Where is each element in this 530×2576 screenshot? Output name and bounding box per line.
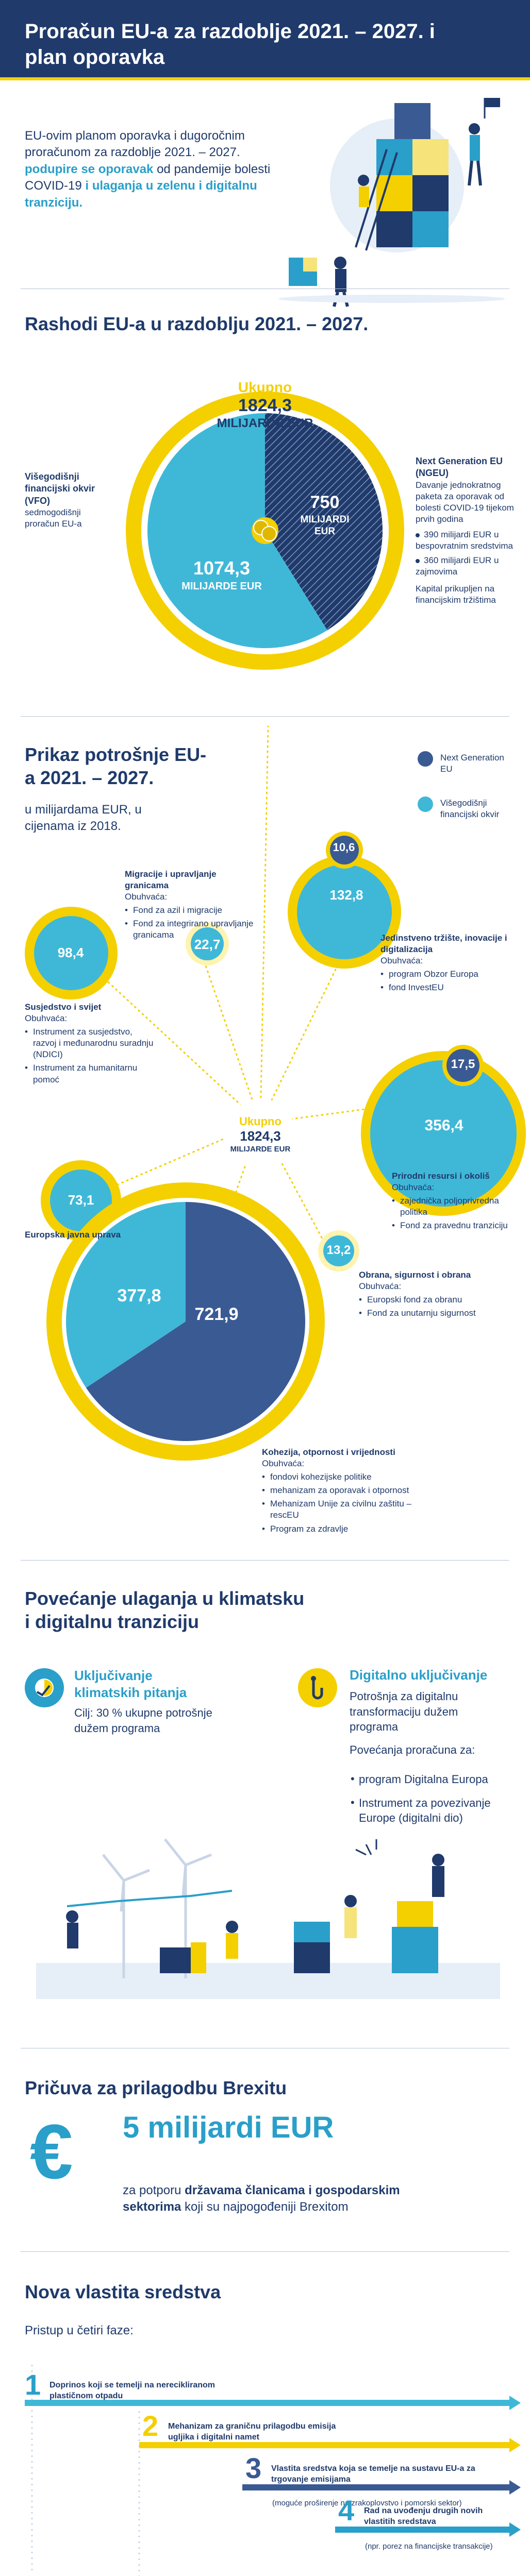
category-admin-name: Europska javna uprava bbox=[25, 1230, 121, 1240]
brexit-title: Pričuva za prilagodbu Brexitu bbox=[25, 2077, 287, 2098]
category-cohesion-item: • mehanizam za oporavak i otpornost bbox=[262, 1485, 417, 1496]
category-neighbourhood bbox=[25, 1002, 154, 1088]
category-single-market-includes: Obuhvaća: bbox=[380, 956, 423, 966]
category-defence-includes: Obuhvaća: bbox=[359, 1281, 402, 1292]
category-migration-name: Migracije i upravljanje granicama bbox=[125, 869, 217, 891]
breakdown-title: Prikaz potrošnje EU-a 2021. – 2027. bbox=[25, 744, 207, 788]
breakdown-center-unit: MILIJARDE EUR bbox=[230, 1145, 291, 1154]
spending-total-label: Ukupno bbox=[238, 379, 292, 395]
breakdown-subtitle: u milijardama EUR, u cijenama iz 2018. bbox=[25, 803, 142, 834]
category-single-market-item: • program Obzor Europa bbox=[380, 969, 509, 980]
category-cohesion bbox=[262, 1447, 417, 1537]
phase-3-label: Vlastita sredstva koja se temelje na sustavu EU-a za trgovanje emisijama bbox=[271, 2464, 475, 2484]
climate-text: Cilj: 30 % ukupne potrošnje dužem programa bbox=[74, 1706, 212, 1735]
phase-3-note: (moguće proširenje na zrakoplovstvo i pomorski sektor) bbox=[272, 2499, 462, 2507]
ngeu-footer: Kapital prikupljen na financijskim tržištima bbox=[416, 583, 496, 605]
digital-item: Instrument za povezivanje Europe (digitalni dio) bbox=[359, 1797, 491, 1824]
bubble-natural-resources-mff-value: 356,4 bbox=[424, 1117, 463, 1134]
category-natural-resources bbox=[392, 1171, 516, 1233]
category-migration-item: • Fond za azil i migracije bbox=[125, 905, 259, 916]
category-migration-item: • Fond za integrirano upravljanje granicama bbox=[125, 918, 259, 941]
ngeu-b2: 360 milijardi EUR u zajmovima bbox=[416, 555, 499, 577]
ngeu-desc: Davanje jednokratnog paketa za oporavak od bolesti COVID-19 tijekom prvih godina bbox=[416, 480, 514, 524]
svg-text:€: € bbox=[30, 2112, 73, 2190]
bubble-single-market-ngeu-value: 10,6 bbox=[333, 841, 355, 854]
bubble-migration-value: 22,7 bbox=[194, 937, 221, 952]
bubble-defence-value: 13,2 bbox=[326, 1243, 351, 1257]
category-natural-resources-item: • zajednička poljoprivredna politika bbox=[392, 1195, 516, 1218]
category-cohesion-item: • Mehanizam Unije za civilnu zaštitu – rescEU bbox=[262, 1498, 417, 1521]
bubble-cohesion-mff-value: 377,8 bbox=[117, 1286, 161, 1306]
digital-item: program Digitalna Europa bbox=[359, 1773, 488, 1786]
climate-title: Povećanje ulaganja u klimatsku i digitalnu tranziciju bbox=[25, 1588, 305, 1632]
breakdown-bubbles bbox=[0, 711, 530, 1515]
intro-illustration bbox=[237, 88, 516, 309]
intro-part2: podupire se oporavak bbox=[25, 162, 154, 176]
breakdown-center-label: Ukupno bbox=[239, 1115, 281, 1128]
category-cohesion-includes: Obuhvaća: bbox=[262, 1459, 305, 1469]
mff-heading: Višegodišnji financijski okvir (VFO) bbox=[25, 471, 95, 506]
category-natural-resources-item: • Fond za pravednu tranziciju bbox=[392, 1220, 516, 1231]
bubble-single-market-mff-value: 132,8 bbox=[329, 887, 363, 903]
category-natural-resources-name: Prirodni resursi i okoliš bbox=[392, 1171, 490, 1181]
category-defence-name: Obrana, sigurnost i obrana bbox=[359, 1270, 471, 1280]
ngeu-heading: Next Generation EU (NGEU) bbox=[416, 456, 503, 479]
digital-text: Potrošnja za digitalnu transformaciju dužem programa bbox=[350, 1690, 458, 1734]
ngeu-unit: MILIJARDI EUR bbox=[300, 514, 350, 537]
climate-illustration bbox=[36, 1824, 500, 2020]
climate-icon bbox=[25, 1668, 64, 1707]
spending-title: Rashodi EU-a u razdoblju 2021. – 2027. bbox=[25, 313, 369, 334]
category-migration-includes: Obuhvaća: bbox=[125, 892, 168, 902]
spending-total-unit: MILIJARDE EUR bbox=[217, 416, 313, 430]
divider-5 bbox=[21, 2251, 509, 2252]
digital-icon bbox=[298, 1668, 337, 1707]
intro-part4: i ulaganja u zelenu i digitalnu tranziciju. bbox=[25, 179, 257, 210]
brexit-icon bbox=[25, 2112, 102, 2190]
bubble-cohesion-ngeu-value: 721,9 bbox=[194, 1304, 239, 1324]
category-cohesion-item: • fondovi kohezijske politike bbox=[262, 1471, 417, 1483]
breakdown-center-value: 1824,3 bbox=[240, 1128, 281, 1144]
category-neighbourhood-item: • Instrument za susjedstvo, razvoj i međunarodnu suradnju (NDICI) bbox=[25, 1026, 154, 1060]
brexit-desc2: državama članicama i gospodarskim sektorima bbox=[123, 2183, 400, 2214]
header-band bbox=[0, 0, 530, 77]
digital-bullet: • bbox=[351, 1796, 355, 1809]
divider-3 bbox=[21, 1560, 509, 1561]
bubble-neighbourhood-value: 98,4 bbox=[57, 945, 84, 960]
mff-unit: MILIJARDE EUR bbox=[181, 581, 262, 592]
intro-part1: EU-ovim planom oporavka i dugoročnim proračunom za razdoblje 2021. – 2027. bbox=[25, 129, 245, 160]
climate-heading: Uključivanje klimatskih pitanja bbox=[74, 1668, 187, 1700]
digital-heading: Digitalno uključivanje bbox=[350, 1667, 488, 1683]
bubble-natural-resources-ngeu-value: 17,5 bbox=[451, 1057, 475, 1071]
category-cohesion-item: • Program za zdravlje bbox=[262, 1523, 417, 1535]
mff-value: 1074,3 bbox=[193, 557, 251, 579]
phase-4-label: Rad na uvođenju drugih novih vlastitih sredstava bbox=[364, 2506, 483, 2526]
digital-bullet: • bbox=[351, 1772, 355, 1785]
phase-1-label: Doprinos koji se temelji na nerecikliranom plastičnom otpadu bbox=[49, 2381, 215, 2400]
header-title: Proračun EU-a za razdoblje 2021. – 2027. i plan oporavka bbox=[25, 20, 435, 69]
spending-total-value: 1824,3 bbox=[238, 396, 292, 415]
mff-description bbox=[25, 471, 115, 530]
ngeu-value: 750 bbox=[310, 493, 340, 512]
brexit-amount: 5 milijardi EUR bbox=[123, 2111, 334, 2144]
phase-2-label: Mehanizam za graničnu prilagodbu emisija ugljika i digitalni namet bbox=[168, 2422, 336, 2442]
brexit-desc bbox=[123, 2182, 411, 2216]
intro-part3: od pandemije bolesti COVID-19 bbox=[25, 162, 271, 193]
phase-4-note: (npr. porez na financijske transakcije) bbox=[365, 2542, 493, 2551]
category-defence bbox=[359, 1269, 483, 1321]
own-resources-title: Nova vlastita sredstva bbox=[25, 2281, 221, 2302]
category-migration bbox=[125, 869, 259, 943]
digital-sub: Povećanja proračuna za: bbox=[350, 1743, 475, 1756]
ngeu-description bbox=[416, 455, 519, 606]
ngeu-b1: 390 milijardi EUR u bespovratnim sredstvima bbox=[416, 530, 513, 551]
phase-3-num: 3 bbox=[245, 2452, 262, 2484]
brexit-desc3: koji su najpogođeniji Brexitom bbox=[181, 2200, 349, 2214]
category-neighbourhood-includes: Obuhvaća: bbox=[25, 1013, 68, 1024]
category-single-market bbox=[380, 933, 509, 995]
brexit-desc1: za potporu bbox=[123, 2183, 185, 2197]
category-neighbourhood-item: • Instrument za humanitarnu pomoć bbox=[25, 1062, 154, 1085]
legend-ngeu-label: Next Generation EU bbox=[440, 753, 504, 774]
bubble-admin-value: 73,1 bbox=[68, 1192, 94, 1208]
bubble-single-market bbox=[297, 865, 392, 959]
mff-desc: sedmogodišnji proračun EU-a bbox=[25, 507, 82, 529]
category-single-market-item: • fond InvestEU bbox=[380, 982, 509, 993]
phase-1-num: 1 bbox=[25, 2368, 41, 2401]
legend-mff-label: Višegodišnji financijski okvir bbox=[440, 798, 500, 820]
category-defence-item: • Europski fond za obranu bbox=[359, 1294, 483, 1306]
category-neighbourhood-name: Susjedstvo i svijet bbox=[25, 1002, 102, 1012]
category-single-market-name: Jedinstveno tržište, inovacije i digitalizacija bbox=[380, 933, 507, 955]
own-resources-subtitle: Pristup u četiri faze: bbox=[25, 2324, 134, 2337]
category-defence-item: • Fond za unutarnju sigurnost bbox=[359, 1308, 483, 1319]
phase-2-num: 2 bbox=[142, 2410, 159, 2442]
category-admin bbox=[25, 1229, 128, 1241]
intro-text bbox=[25, 128, 272, 211]
category-natural-resources-includes: Obuhvaća: bbox=[392, 1182, 435, 1193]
category-cohesion-name: Kohezija, otpornost i vrijednosti bbox=[262, 1447, 395, 1457]
phase-4-num: 4 bbox=[338, 2494, 355, 2527]
header-accent bbox=[0, 77, 530, 80]
